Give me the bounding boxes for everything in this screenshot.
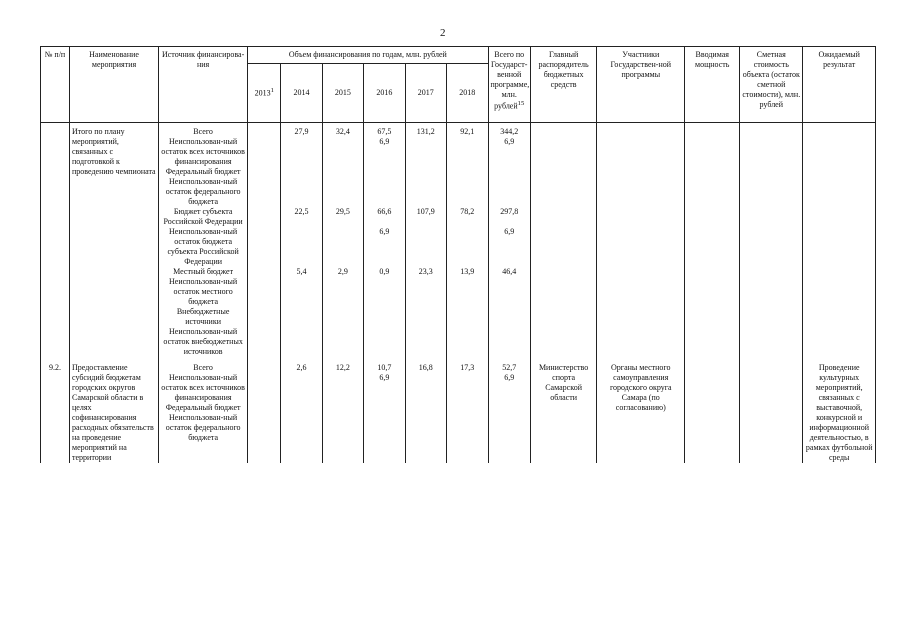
cell-year-values	[322, 123, 363, 358]
year-value	[408, 167, 444, 177]
cell-name: Предоставление субсидий бюджетам городских округов Самарской области в целях софинансирования расходных обязательств на проведение мероприятий на территории	[70, 357, 159, 463]
header-year-note: 1	[270, 87, 274, 95]
header-total-note: 15	[517, 100, 525, 107]
year-value	[283, 167, 319, 177]
year-value: 22,5	[294, 207, 309, 216]
year-value: 13,9	[460, 267, 475, 276]
year-value	[408, 177, 444, 207]
header-year: 2018	[446, 64, 488, 123]
year-value: 12,2	[335, 363, 350, 372]
year-value	[250, 373, 278, 403]
year-value	[449, 227, 486, 267]
header-no: № п/п	[41, 47, 70, 123]
header-year: 2015	[322, 64, 363, 123]
total-value: 344,2	[500, 127, 519, 136]
source-label: Неиспользован-ный остаток всех источников финансирования	[161, 373, 245, 402]
cell-year-values	[364, 357, 405, 463]
cell-no	[41, 123, 70, 358]
source-label: Бюджет субъекта Российской Федерации	[163, 207, 243, 226]
table-row	[41, 123, 876, 358]
year-value	[325, 277, 361, 307]
year-value	[325, 167, 361, 177]
year-value: 2,9	[337, 267, 348, 276]
year-value	[250, 167, 278, 177]
year-value	[408, 277, 444, 307]
year-value: 23,3	[418, 267, 433, 276]
total-value: 46,4	[502, 267, 517, 276]
year-value	[408, 227, 444, 267]
cell-year-values	[281, 123, 322, 358]
year-value	[366, 413, 402, 443]
cell-year-values	[446, 123, 488, 358]
year-value	[250, 127, 278, 137]
year-value	[408, 413, 444, 443]
total-value: 6,9	[504, 227, 515, 236]
cell-no: 9.2.	[41, 357, 70, 463]
year-value	[283, 137, 319, 167]
year-value	[449, 177, 486, 207]
cell-participants	[597, 123, 685, 358]
year-value	[408, 403, 444, 413]
source-label: Неиспользован-ный остаток федерального бюджета	[165, 177, 241, 206]
source-label: Всего	[193, 363, 213, 372]
cell-year-values	[248, 357, 281, 463]
year-value	[325, 307, 361, 327]
year-value	[366, 403, 402, 413]
year-value: 17,3	[460, 363, 475, 372]
year-value	[250, 207, 278, 227]
year-value: 107,9	[416, 207, 435, 216]
year-value	[250, 307, 278, 327]
cell-year-values	[281, 357, 322, 463]
year-value	[250, 267, 278, 277]
year-value: 78,2	[460, 207, 475, 216]
header-year: 2014	[281, 64, 322, 123]
cell-year-values	[405, 357, 446, 463]
cell-total-values	[488, 357, 530, 463]
cell-manager: Министерство спорта Самарской области	[530, 357, 596, 463]
header-source: Источник финансирова-ния	[159, 47, 248, 123]
year-value	[366, 327, 402, 357]
total-value	[491, 177, 528, 207]
year-value: 66,6	[377, 207, 392, 216]
year-value	[325, 227, 361, 267]
page-number: 2	[440, 27, 446, 39]
year-value: 5,4	[296, 267, 307, 276]
year-value: 10,7	[377, 363, 392, 372]
year-value	[449, 307, 486, 327]
total-value: 52,7	[502, 363, 517, 372]
year-value: 6,9	[379, 227, 390, 236]
year-value	[250, 227, 278, 267]
header-funding-group: Объем финансирования по годам, млн. рублей	[248, 47, 488, 64]
year-value	[449, 277, 486, 307]
year-value	[283, 413, 319, 443]
header-year-label: 2013	[254, 88, 271, 98]
year-value	[325, 137, 361, 167]
total-value	[491, 167, 528, 177]
cell-result	[803, 123, 876, 358]
year-value	[449, 413, 486, 443]
source-label: Всего	[193, 127, 213, 136]
total-value	[491, 413, 528, 443]
year-value	[366, 167, 402, 177]
cell-participants: Органы местного самоуправления городского округа Самара (по согласованию)	[597, 357, 685, 463]
year-value	[283, 327, 319, 357]
year-value: 29,5	[335, 207, 350, 216]
year-value: 2,6	[296, 363, 307, 372]
cell-manager	[530, 123, 596, 358]
cell-year-values	[248, 123, 281, 358]
cell-result: Проведение культурных мероприятий, связанных с выставочной, конкурсной и информационной деятельностью, в рамках футбольной среды	[803, 357, 876, 463]
source-label: Неиспользован-ный остаток всех источников финансирования	[161, 137, 245, 166]
year-value	[283, 277, 319, 307]
year-value	[325, 413, 361, 443]
year-value: 92,1	[460, 127, 475, 136]
year-value: 131,2	[416, 127, 435, 136]
year-value	[283, 373, 319, 403]
year-value	[250, 137, 278, 167]
cell-source	[159, 357, 248, 463]
source-label: Федеральный бюджет	[165, 403, 241, 412]
source-label: Неиспользован-ный остаток федерального бюджета	[165, 413, 241, 442]
source-label: Внебюджетные источники	[176, 307, 230, 326]
cell-total-values	[488, 123, 530, 358]
cell-source	[159, 123, 248, 358]
cell-capacity	[685, 357, 740, 463]
year-value	[449, 373, 486, 403]
header-participants: Участники Государствен-ной программы	[597, 47, 685, 123]
year-value	[325, 403, 361, 413]
year-value	[325, 177, 361, 207]
year-value	[250, 177, 278, 207]
year-value	[283, 307, 319, 327]
year-value	[366, 277, 402, 307]
year-value	[250, 327, 278, 357]
year-value	[250, 363, 278, 373]
year-value	[408, 327, 444, 357]
year-value	[366, 307, 402, 327]
header-year: 2017	[405, 64, 446, 123]
total-value: 6,9	[504, 137, 515, 146]
source-label: Неиспользован-ный остаток внебюджетных источников	[163, 327, 243, 356]
total-value	[491, 307, 528, 327]
cell-year-values	[446, 357, 488, 463]
header-total-label: Всего по Государст-венной программе, млн. рублей	[490, 50, 530, 111]
year-value: 27,9	[294, 127, 309, 136]
year-value	[408, 307, 444, 327]
year-value	[250, 403, 278, 413]
year-value	[283, 403, 319, 413]
header-year	[248, 64, 281, 123]
total-value	[491, 327, 528, 357]
source-label: Неиспользован-ный остаток местного бюджета	[169, 277, 238, 306]
year-value	[449, 327, 486, 357]
financing-table	[40, 46, 876, 463]
year-value	[449, 167, 486, 177]
source-label: Федеральный бюджет	[165, 167, 241, 176]
year-value	[449, 137, 486, 167]
year-value: 32,4	[335, 127, 350, 136]
year-value	[366, 177, 402, 207]
header-manager: Главный распорядитель бюджетных средств	[530, 47, 596, 123]
year-value: 16,8	[418, 363, 433, 372]
year-value: 67,5	[377, 127, 392, 136]
year-value	[250, 277, 278, 307]
header-result: Ожидаемый результат	[803, 47, 876, 123]
header-cost: Сметная стоимость объекта (остаток сметной стоимости), млн. рублей	[740, 47, 803, 123]
year-value	[250, 413, 278, 443]
cell-name: Итого по плану мероприятий, связанных с подготовкой к проведению чемпионата	[70, 123, 159, 358]
table-row	[41, 357, 876, 463]
year-value	[408, 373, 444, 403]
year-value: 0,9	[379, 267, 390, 276]
total-value: 297,8	[500, 207, 519, 216]
year-value	[283, 227, 319, 267]
year-value: 6,9	[379, 137, 390, 146]
year-value	[408, 137, 444, 167]
total-value	[491, 277, 528, 307]
year-value	[325, 327, 361, 357]
year-value	[325, 373, 361, 403]
source-label: Местный бюджет	[173, 267, 234, 276]
header-total	[488, 47, 530, 123]
cell-year-values	[364, 123, 405, 358]
header-year: 2016	[364, 64, 405, 123]
year-value	[449, 403, 486, 413]
cell-capacity	[685, 123, 740, 358]
year-value: 6,9	[379, 373, 390, 382]
header-capacity: Вводимая мощность	[685, 47, 740, 123]
total-value	[491, 403, 528, 413]
source-label: Неиспользован-ный остаток бюджета субъекта Российской Федерации	[167, 227, 239, 266]
cell-year-values	[322, 357, 363, 463]
total-value: 6,9	[504, 373, 515, 382]
year-value	[283, 177, 319, 207]
cell-cost	[740, 357, 803, 463]
header-name: Наименование мероприятия	[70, 47, 159, 123]
cell-year-values	[405, 123, 446, 358]
cell-cost	[740, 123, 803, 358]
